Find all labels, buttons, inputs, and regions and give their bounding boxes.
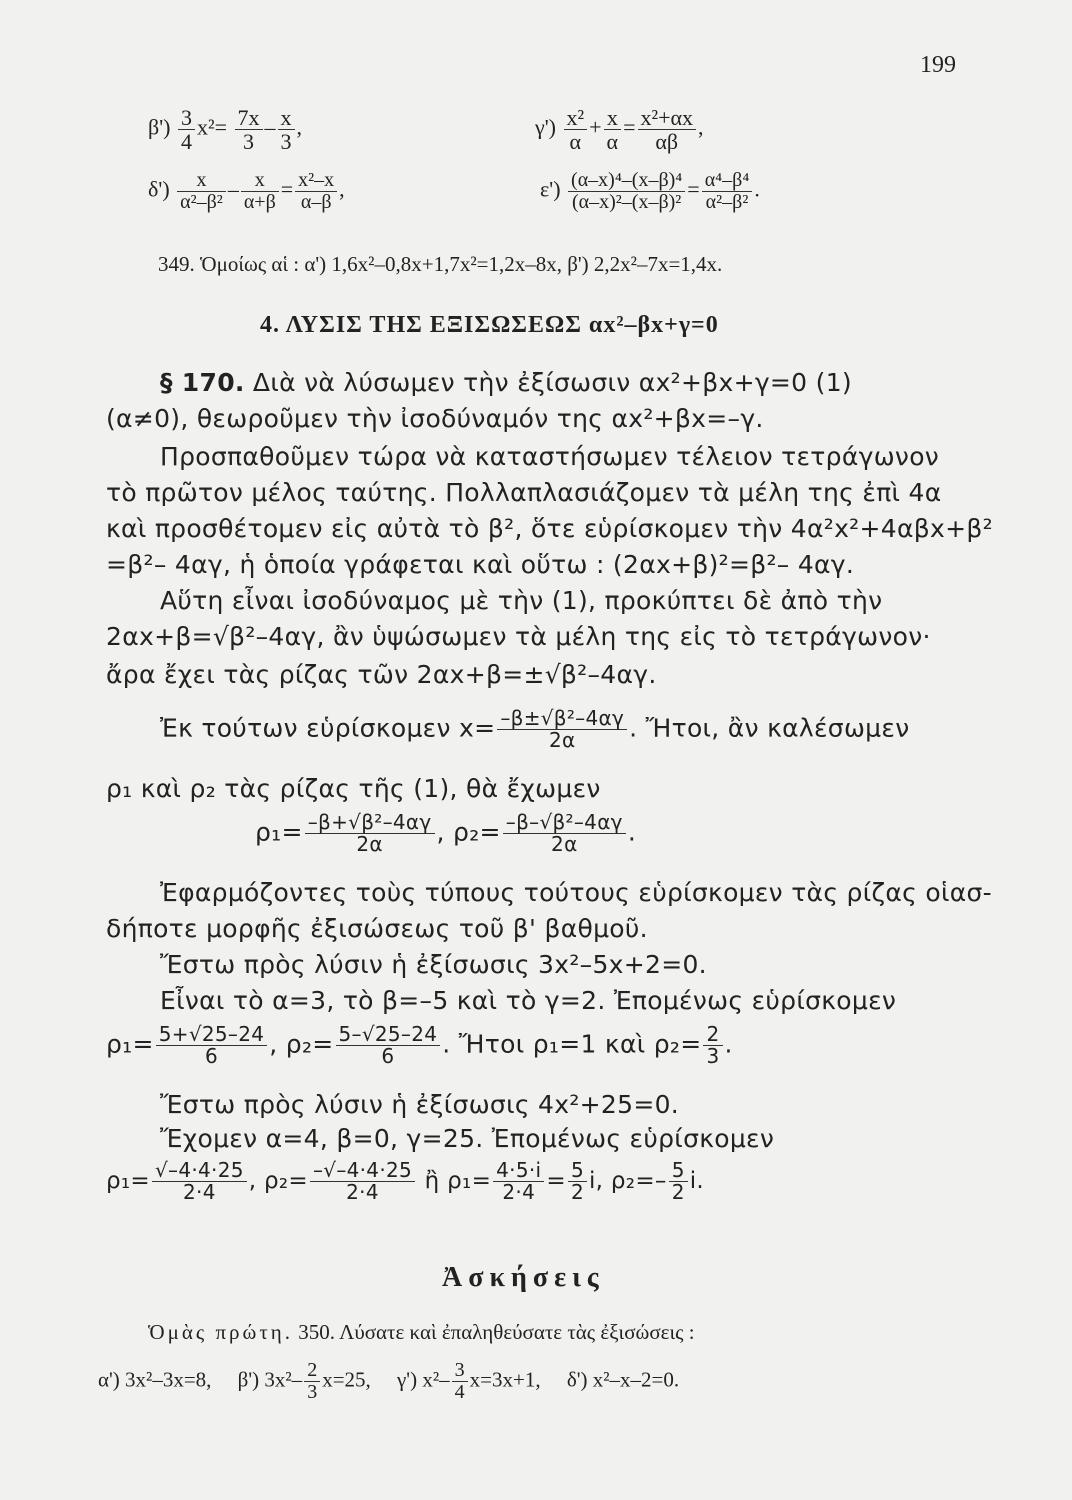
term: x²= xyxy=(196,114,227,140)
denominator: 2α xyxy=(551,832,578,856)
denominator: 2 xyxy=(671,1180,685,1204)
exercise-b: β') 3x²– xyxy=(237,1367,303,1392)
numerator: 5 xyxy=(568,1160,587,1182)
text: x=25, xyxy=(322,1367,371,1392)
denominator: 6 xyxy=(205,1044,219,1068)
body-line: Ἔστω πρὸς λύσιν ἡ ἐξίσωσις 4x²+25=0. xyxy=(160,1090,680,1119)
numerator: 7x xyxy=(235,106,263,130)
section-number: § 170. xyxy=(160,368,245,397)
numerator: –β±√β²–4αγ xyxy=(497,708,627,730)
exercise-350-items xyxy=(98,1360,679,1403)
body-line: Ἔστω πρὸς λύσιν ἡ ἐξίσωσις 3x²–5x+2=0. xyxy=(160,950,707,979)
punct: . xyxy=(754,176,760,202)
denominator: α xyxy=(606,129,619,155)
punct: , xyxy=(698,114,704,140)
body-line: καὶ προσθέτομεν εἰς αὐτὰ τὸ β², ὅτε εὑρίσκομεν τὴν 4α²x²+4αβx+β² xyxy=(106,514,993,543)
denominator: α xyxy=(569,129,582,155)
denominator: 2 xyxy=(570,1180,584,1204)
exercise-349: 349. Ὁμοίως αἱ : α') 1,6x²–0,8x+1,7x²=1,2x–8x, β') 2,2x²–7x=1,4x. xyxy=(158,252,723,276)
numerator: 2 xyxy=(703,1024,722,1046)
operator: + xyxy=(589,114,602,140)
denominator: 3 xyxy=(307,1381,318,1403)
punct: , xyxy=(339,176,345,202)
text: 350. Λύσατε καὶ ἐπαληθεύσατε τὰς ἐξισώσεις : xyxy=(293,1320,695,1344)
label: β') xyxy=(148,114,171,140)
body-line: δήποτε μορφῆς ἐξισώσεως τοῦ β' βαθμοῦ. xyxy=(106,914,648,943)
exercise-c: γ') x²– xyxy=(397,1367,450,1392)
exercise-beta-line xyxy=(148,106,302,153)
exercise-d: δ') x²–x–2=0. xyxy=(566,1367,680,1392)
text: Ἐκ τούτων εὑρίσκομεν x= xyxy=(160,713,496,743)
label: ε') xyxy=(540,176,561,202)
numerator: x xyxy=(177,170,226,192)
numerator: x xyxy=(278,106,295,130)
denominator: 6 xyxy=(381,1044,395,1068)
body-line: Προσπαθοῦμεν τώρα νὰ καταστήσωμεν τέλειον τετράγωνον xyxy=(160,442,940,471)
numerator: (α–x)⁴–(x–β)⁴ xyxy=(568,170,685,192)
label: γ') xyxy=(535,114,557,140)
body-line: ἄρα ἔχει τὰς ρίζας τῶν 2αx+β=±√β²–4αγ. xyxy=(106,660,657,689)
label: , ρ₂= xyxy=(436,817,501,847)
paragraph-170-line2: (α≠0), θεωροῦμεν τὴν ἰσοδύναμόν της αx²+βx=–γ. xyxy=(106,404,764,433)
numerator: α⁴–β⁴ xyxy=(702,170,753,192)
body-line: τὸ πρῶτον μέλος ταύτης. Πολλαπλασιάζομεν τὰ μέλη της ἐπὶ 4α xyxy=(106,478,942,507)
group-label: Ὁμὰς πρώτη. xyxy=(148,1320,294,1344)
operator: – xyxy=(264,114,276,140)
punct: , xyxy=(296,114,302,140)
exercises-title: Ἀσκήσεις xyxy=(442,1262,605,1293)
body-line-x-formula xyxy=(160,708,909,751)
numerator: x xyxy=(241,170,279,192)
denominator: 3 xyxy=(243,129,254,155)
denominator: 2·4 xyxy=(183,1180,216,1204)
denominator: 2α xyxy=(548,728,576,752)
operator: = xyxy=(687,176,700,202)
denominator: (α–x)²–(x–β)² xyxy=(572,191,682,213)
denominator: 4 xyxy=(454,1381,465,1403)
label: ρ₁= xyxy=(106,1029,154,1059)
numerator: –β+√β²–4αγ xyxy=(305,812,435,834)
exercise-350-intro xyxy=(148,1320,695,1345)
numerator: 5+√25–24 xyxy=(156,1024,268,1046)
operator: = xyxy=(280,176,294,202)
numerator: 3 xyxy=(452,1360,468,1382)
label: , ρ₂= xyxy=(248,1168,308,1194)
text: Διὰ νὰ λύσωμεν τὴν ἐξίσωσιν αx²+βx+γ=0 (1) xyxy=(244,368,852,397)
paragraph-170-line1 xyxy=(160,368,852,397)
numerator: x²+αx xyxy=(638,106,697,130)
label: ρ₁= xyxy=(106,1168,150,1194)
body-line: ρ₁ καὶ ρ₂ τὰς ρίζας τῆς (1), θὰ ἔχωμεν xyxy=(106,774,601,803)
body-line: 2αx+β=√β²–4αγ, ἂν ὑψώσωμεν τὰ μέλη της εἰς τὸ τετράγωνον· xyxy=(106,622,931,651)
label: ρ₁= xyxy=(255,817,303,847)
numerator: 2 xyxy=(304,1360,320,1382)
numerator: 4·5·i xyxy=(493,1160,544,1182)
page-number: 199 xyxy=(920,52,956,78)
example2-roots xyxy=(106,1160,704,1203)
exercise-epsilon-line xyxy=(540,170,760,213)
denominator: α²–β² xyxy=(705,191,749,213)
denominator: α–β xyxy=(300,191,332,213)
text: x=3x+1, xyxy=(469,1367,541,1392)
numerator: –β–√β²–4αγ xyxy=(503,812,626,834)
text: . Ἤτοι, ἂν καλέσωμεν xyxy=(629,713,910,743)
numerator: 3 xyxy=(178,106,195,130)
denominator: 3 xyxy=(280,129,292,155)
label: δ') xyxy=(148,176,170,202)
denominator: 2α xyxy=(356,832,383,856)
numerator: x²–x xyxy=(295,170,337,192)
text: i, ρ₂=– xyxy=(588,1168,667,1194)
denominator: 4 xyxy=(180,129,192,155)
operator: – xyxy=(227,176,239,202)
denominator: 3 xyxy=(706,1044,720,1068)
denominator: αβ xyxy=(655,129,679,155)
numerator: 5 xyxy=(669,1160,688,1182)
example1-roots xyxy=(106,1024,733,1067)
punct: . xyxy=(724,1029,733,1059)
denominator: 2·4 xyxy=(346,1180,379,1204)
body-line: =β²– 4αγ, ἡ ὁποία γράφεται καὶ οὕτω : (2αx+β)²=β²– 4αγ. xyxy=(106,550,855,579)
punct: . xyxy=(627,817,637,847)
punct: i. xyxy=(689,1168,705,1194)
body-line: Αὕτη εἶναι ἰσοδύναμος μὲ τὴν (1), προκύπτει δὲ ἀπὸ τὴν xyxy=(160,586,883,615)
text: . Ἤτοι ρ₁=1 καὶ ρ₂= xyxy=(442,1029,702,1059)
numerator: √–4·4·25 xyxy=(152,1160,247,1182)
exercise-gamma-line xyxy=(535,106,704,153)
body-line: Ἔχομεν α=4, β=0, γ=25. Ἐπομένως εὑρίσκομεν xyxy=(160,1124,775,1153)
exercise-a: α') 3x²–3x=8, xyxy=(98,1367,212,1392)
denominator: α+β xyxy=(243,191,276,213)
denominator: α²–β² xyxy=(180,191,223,213)
section-title: 4. ΛΥΣΙΣ ΤΗΣ ΕΞΙΣΩΣΕΩΣ αx²–βx+γ=0 xyxy=(260,312,719,338)
numerator: x² xyxy=(564,106,588,130)
denominator: 2·4 xyxy=(502,1180,536,1204)
body-line: Ἐφαρμόζοντες τοὺς τύπους τούτους εὑρίσκομεν τὰς ρίζας οἱασ- xyxy=(160,878,992,907)
label: , ρ₂= xyxy=(269,1029,334,1059)
exercise-delta-line xyxy=(148,170,345,213)
numerator: x xyxy=(604,106,622,130)
text: ἢ ρ₁= xyxy=(417,1168,492,1194)
numerator: –√–4·4·25 xyxy=(310,1160,415,1182)
numerator: 5–√25–24 xyxy=(336,1024,441,1046)
roots-formula xyxy=(255,812,636,855)
operator: = xyxy=(546,1168,566,1194)
operator: = xyxy=(623,114,636,140)
body-line: Εἶναι τὸ α=3, τὸ β=–5 καὶ τὸ γ=2. Ἐπομένως εὑρίσκομεν xyxy=(160,986,897,1015)
